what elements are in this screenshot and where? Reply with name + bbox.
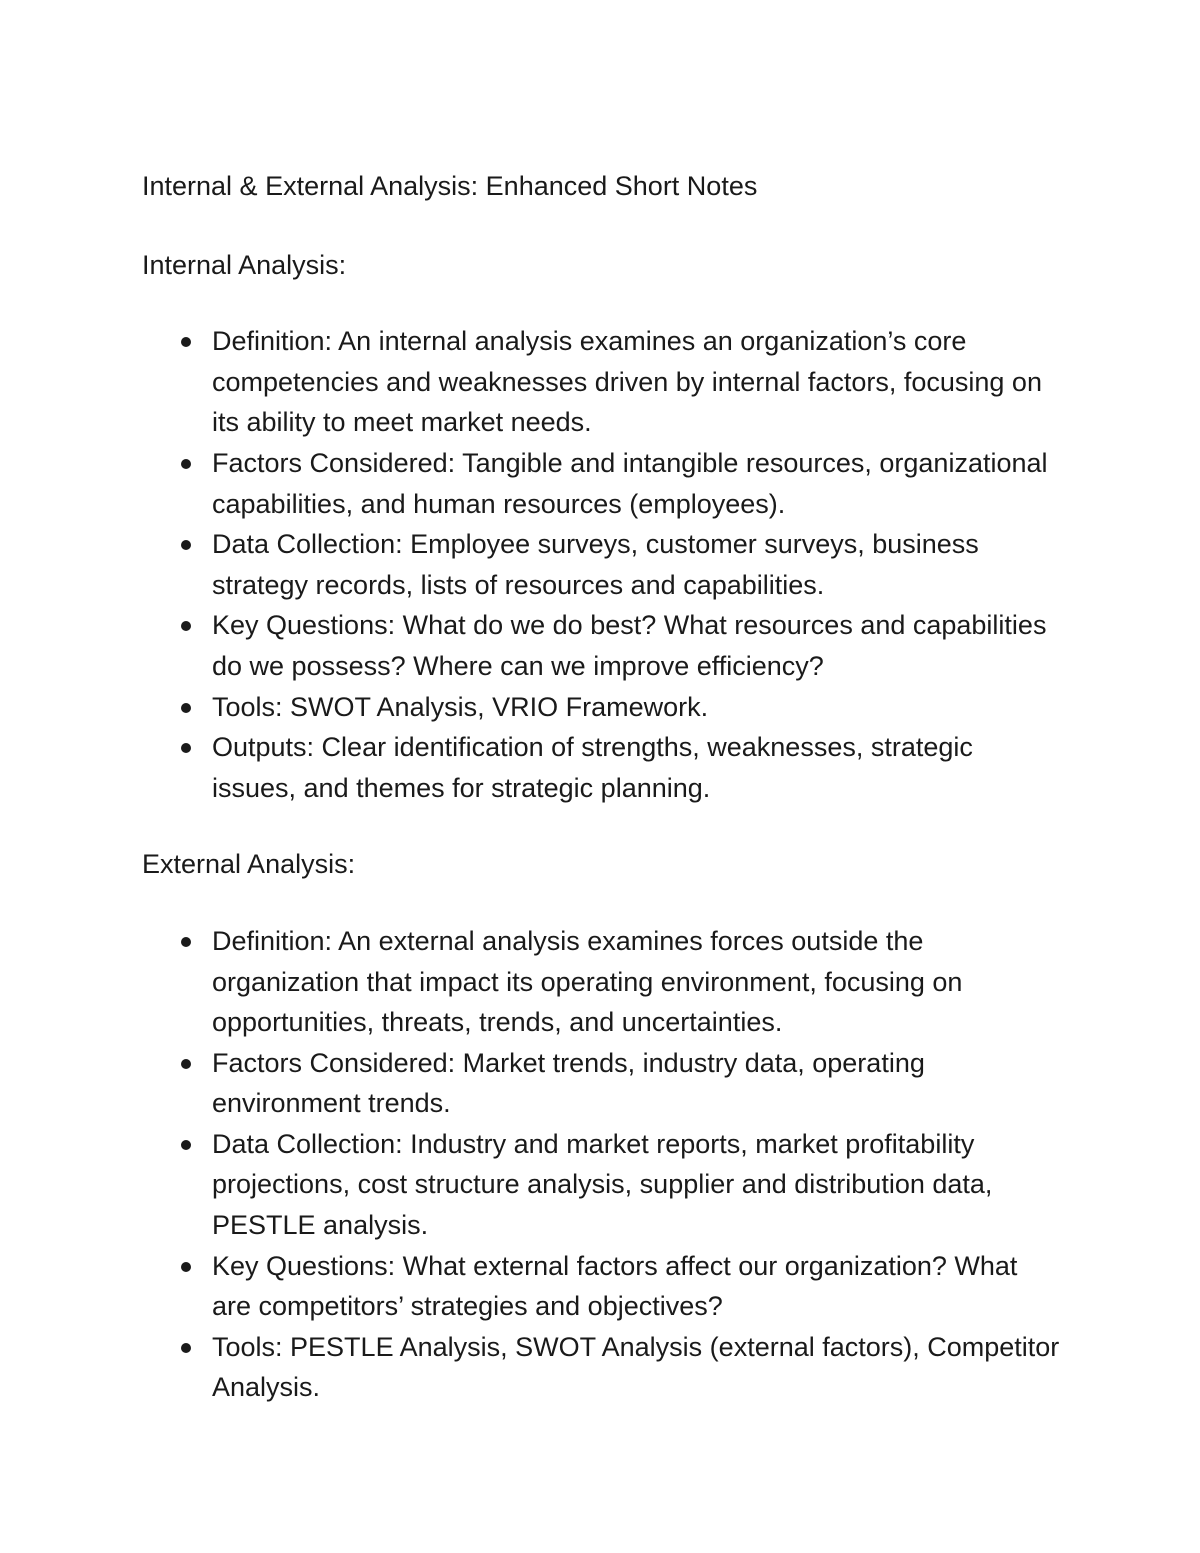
list-item-text: Outputs: Clear identification of strengths, weaknesses, strategic issues, and themes for strategic planning. — [212, 732, 973, 803]
list-item-text: Key Questions: What external factors affect our organization? What are competitors’ strategies and objectives? — [212, 1250, 1018, 1322]
bullet-icon — [181, 743, 191, 753]
list-item-text: Definition: An internal analysis examines an organization’s core competencies and weaknesses driven by internal factors, focusing on its ability to meet market needs. — [212, 326, 1042, 438]
list-item — [142, 921, 1062, 1043]
list-item — [142, 1124, 1062, 1246]
list-item — [142, 1327, 1062, 1408]
list-item — [142, 443, 1062, 524]
bullet-icon — [181, 337, 191, 347]
list-item-text: Data Collection: Employee surveys, customer surveys, business strategy records, lists of resources and capabilities. — [212, 529, 979, 600]
section-heading-external: External Analysis: — [142, 849, 356, 880]
list-item — [142, 605, 1062, 686]
list-item — [142, 1043, 1062, 1124]
bullet-icon — [181, 937, 191, 947]
section-heading-internal: Internal Analysis: — [142, 249, 347, 280]
list-item-text: Tools: SWOT Analysis, VRIO Framework. — [212, 691, 709, 722]
bullet-icon — [181, 1343, 191, 1353]
list-item — [142, 524, 1062, 605]
bullet-icon — [181, 1059, 191, 1069]
list-item — [142, 687, 1062, 728]
document-title: Internal & External Analysis: Enhanced Short Notes — [142, 171, 758, 201]
bullet-icon — [181, 459, 191, 469]
document-content — [142, 166, 1062, 1408]
list-item-text: Key Questions: What do we do best? What resources and capabilities do we possess? Where can we improve efficiency? — [212, 610, 1047, 681]
bullet-icon — [181, 1140, 191, 1150]
list-item-text: Data Collection: Industry and market reports, market profitability projections, cost structure analysis, supplier and distribution data, PESTLE analysis. — [212, 1128, 993, 1241]
list-item-text: Factors Considered: Market trends, industry data, operating environment trends. — [212, 1047, 925, 1119]
list-item — [142, 1246, 1062, 1327]
list-item — [142, 727, 1062, 808]
list-item-text: Tools: PESTLE Analysis, SWOT Analysis (external factors), Competitor Analysis. — [212, 1331, 1060, 1403]
internal-analysis-list — [142, 321, 1062, 808]
list-item — [142, 321, 1062, 443]
bullet-icon — [181, 621, 191, 631]
bullet-icon — [181, 540, 191, 550]
bullet-icon — [181, 1262, 191, 1272]
bullet-icon — [181, 703, 191, 713]
external-analysis-list — [142, 921, 1062, 1408]
list-item-text: Factors Considered: Tangible and intangible resources, organizational capabilities, and human resources (employees). — [212, 447, 1048, 519]
list-item-text: Definition: An external analysis examines forces outside the organization that impact its operating environment, focusing on opportunities, threats, trends, and uncertainties. — [212, 925, 963, 1038]
